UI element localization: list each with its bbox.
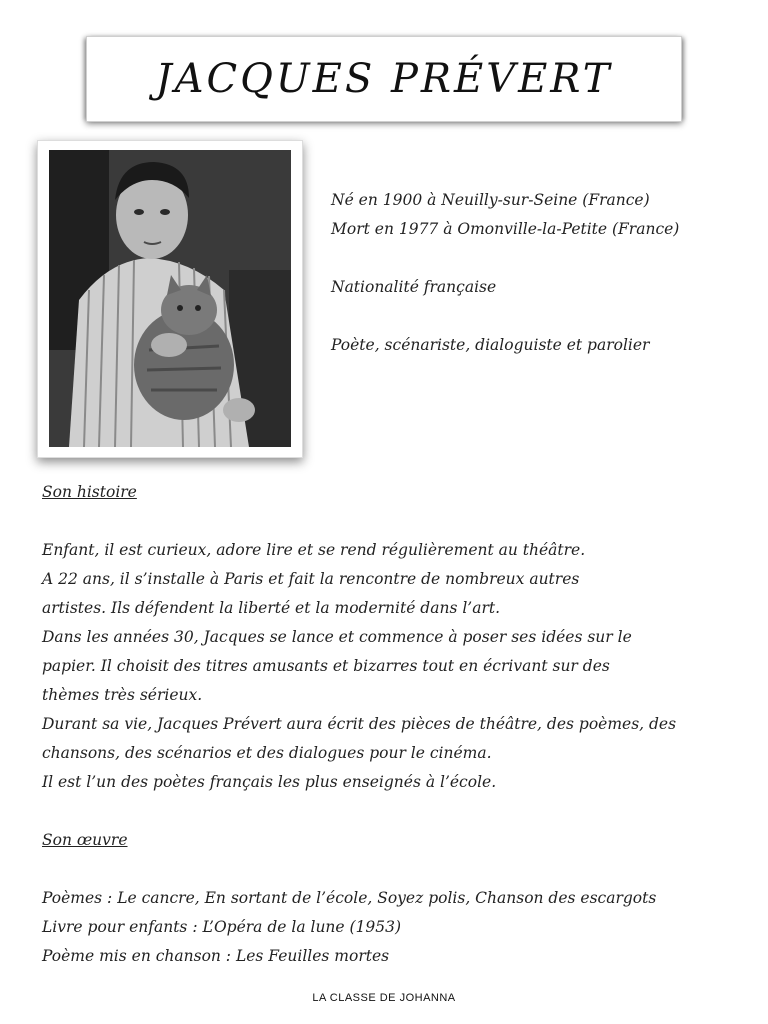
histoire-line: papier. Il choisit des titres amusants et bizarres tout en écrivant sur des — [42, 657, 610, 675]
title-banner — [86, 36, 682, 122]
page-title: JACQUES PRÉVERT — [155, 56, 613, 102]
histoire-line: Il est l’un des poètes français les plus enseignés à l’école. — [42, 773, 497, 791]
histoire-line: chansons, des scénarios et des dialogues pour le cinéma. — [42, 744, 492, 762]
portrait-photo — [49, 150, 291, 447]
portrait-frame — [37, 140, 303, 458]
portrait-illustration — [49, 150, 291, 447]
histoire-line: Dans les années 30, Jacques se lance et commence à poser ses idées sur le — [42, 628, 632, 646]
histoire-line: thèmes très sérieux. — [42, 686, 203, 704]
histoire-line: A 22 ans, il s’installe à Paris et fait la rencontre de nombreux autres — [42, 570, 580, 588]
nationality-line: Nationalité française — [331, 278, 497, 296]
histoire-heading: Son histoire — [42, 483, 137, 501]
footer-credit: LA CLASSE DE JOHANNA — [312, 992, 456, 1004]
oeuvre-line: Poème mis en chanson : Les Feuilles mortes — [42, 947, 390, 965]
oeuvre-line: Livre pour enfants : L’Opéra de la lune (1953) — [42, 918, 402, 936]
oeuvre-section — [42, 826, 742, 971]
biography-info — [331, 186, 751, 360]
histoire-section — [42, 478, 742, 797]
histoire-line: artistes. Ils défendent la liberté et la modernité dans l’art. — [42, 599, 501, 617]
profession-line: Poète, scénariste, dialoguiste et parolier — [331, 336, 650, 354]
birth-line: Né en 1900 à Neuilly-sur-Seine (France) — [331, 191, 650, 209]
oeuvre-line: Poèmes : Le cancre, En sortant de l’école, Soyez polis, Chanson des escargots — [42, 889, 657, 907]
histoire-line: Durant sa vie, Jacques Prévert aura écrit des pièces de théâtre, des poèmes, des — [42, 715, 677, 733]
oeuvre-heading: Son œuvre — [42, 831, 128, 849]
death-line: Mort en 1977 à Omonville-la-Petite (France) — [331, 220, 680, 238]
histoire-line: Enfant, il est curieux, adore lire et se rend régulièrement au théâtre. — [42, 541, 586, 559]
